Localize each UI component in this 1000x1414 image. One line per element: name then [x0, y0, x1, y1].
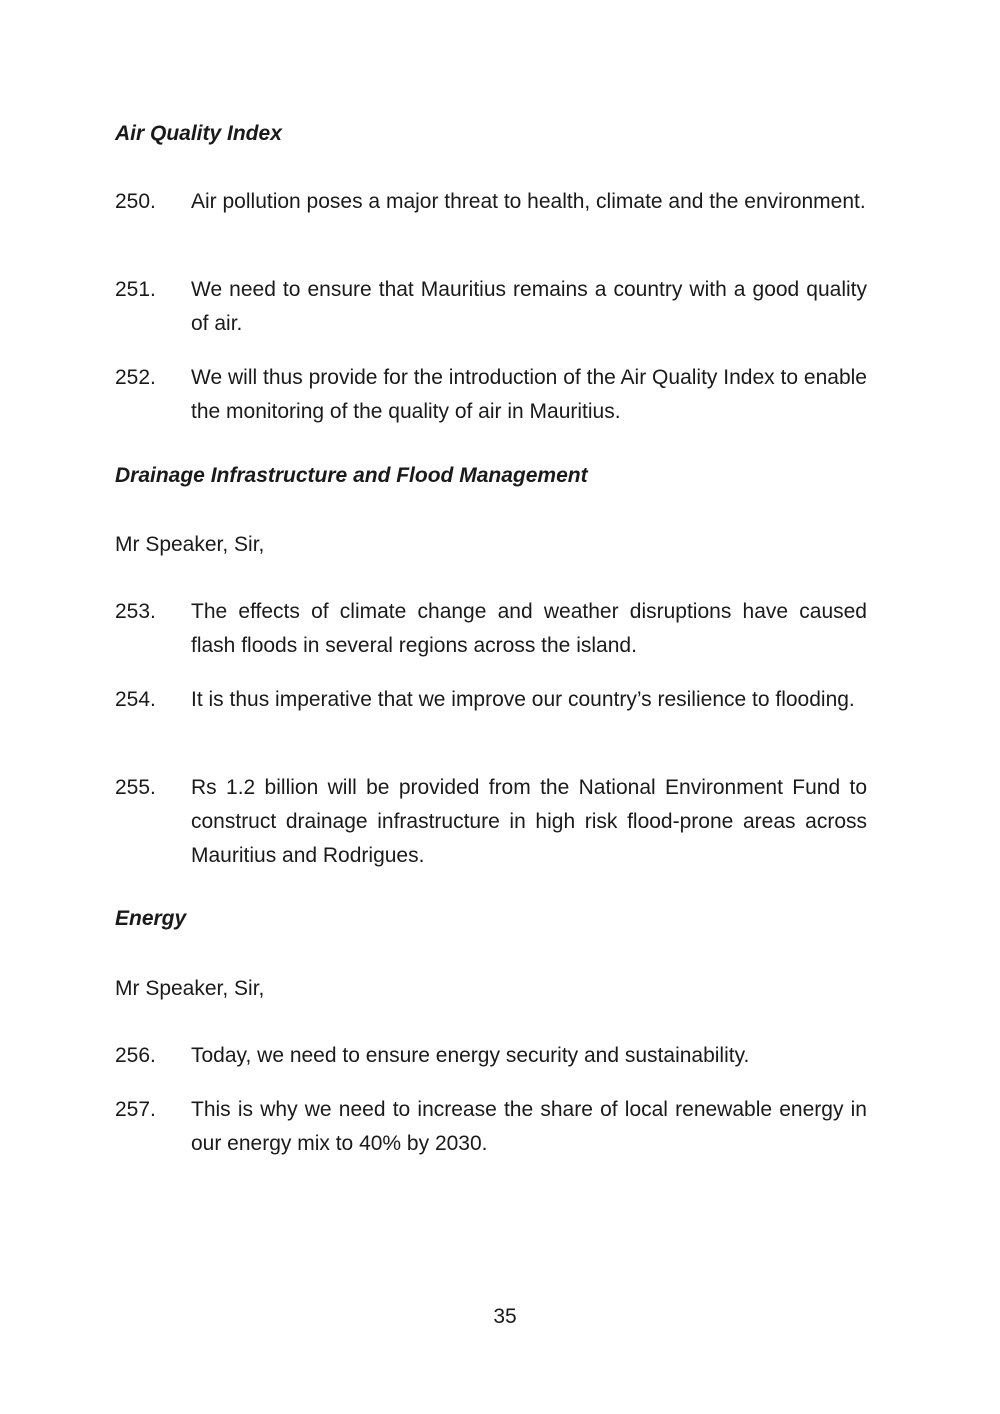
- section-heading-drainage: Drainage Infrastructure and Flood Management: [115, 464, 588, 487]
- paragraph-number: 250.: [115, 190, 156, 213]
- paragraph-text: It is thus imperative that we improve our country’s resilience to flooding.: [191, 688, 855, 711]
- paragraph-number: 257.: [115, 1098, 156, 1121]
- paragraph-251: [115, 273, 867, 341]
- paragraph-number: 251.: [115, 278, 156, 301]
- paragraph-number: 256.: [115, 1044, 156, 1067]
- paragraph-257: [115, 1093, 867, 1161]
- paragraph-text: Air pollution poses a major threat to health, climate and the environment.: [191, 190, 866, 213]
- section-heading-air-quality: Air Quality Index: [115, 122, 282, 145]
- section-heading-energy: Energy: [115, 907, 187, 930]
- paragraph-text: Rs 1.2 billion will be provided from the National Environment Fund to construct drainage infrastructure in high risk flood-prone areas across Mauritius and Rodrigues.: [191, 776, 867, 867]
- paragraph-text: We will thus provide for the introduction of the Air Quality Index to enable the monitoring of the quality of air in Mauritius.: [191, 366, 867, 423]
- paragraph-text: Today, we need to ensure energy security and sustainability.: [191, 1044, 750, 1067]
- paragraph-number: 254.: [115, 688, 156, 711]
- paragraph-255: [115, 771, 867, 873]
- paragraph-number: 252.: [115, 366, 156, 389]
- page-number: 35: [493, 1305, 517, 1328]
- salutation: Mr Speaker, Sir,: [115, 977, 265, 1000]
- paragraph-text: We need to ensure that Mauritius remains a country with a good quality of air.: [191, 278, 867, 335]
- paragraph-253: [115, 595, 867, 663]
- paragraph-text: This is why we need to increase the share of local renewable energy in our energy mix to 40% by 2030.: [191, 1098, 867, 1155]
- paragraph-252: [115, 361, 867, 429]
- paragraph-number: 253.: [115, 600, 156, 623]
- salutation: Mr Speaker, Sir,: [115, 533, 265, 556]
- paragraph-250: [115, 185, 867, 219]
- paragraph-text: The effects of climate change and weather disruptions have caused flash floods in several regions across the island.: [191, 600, 867, 657]
- paragraph-number: 255.: [115, 776, 156, 799]
- paragraph-254: [115, 683, 867, 717]
- paragraph-256: [115, 1039, 867, 1073]
